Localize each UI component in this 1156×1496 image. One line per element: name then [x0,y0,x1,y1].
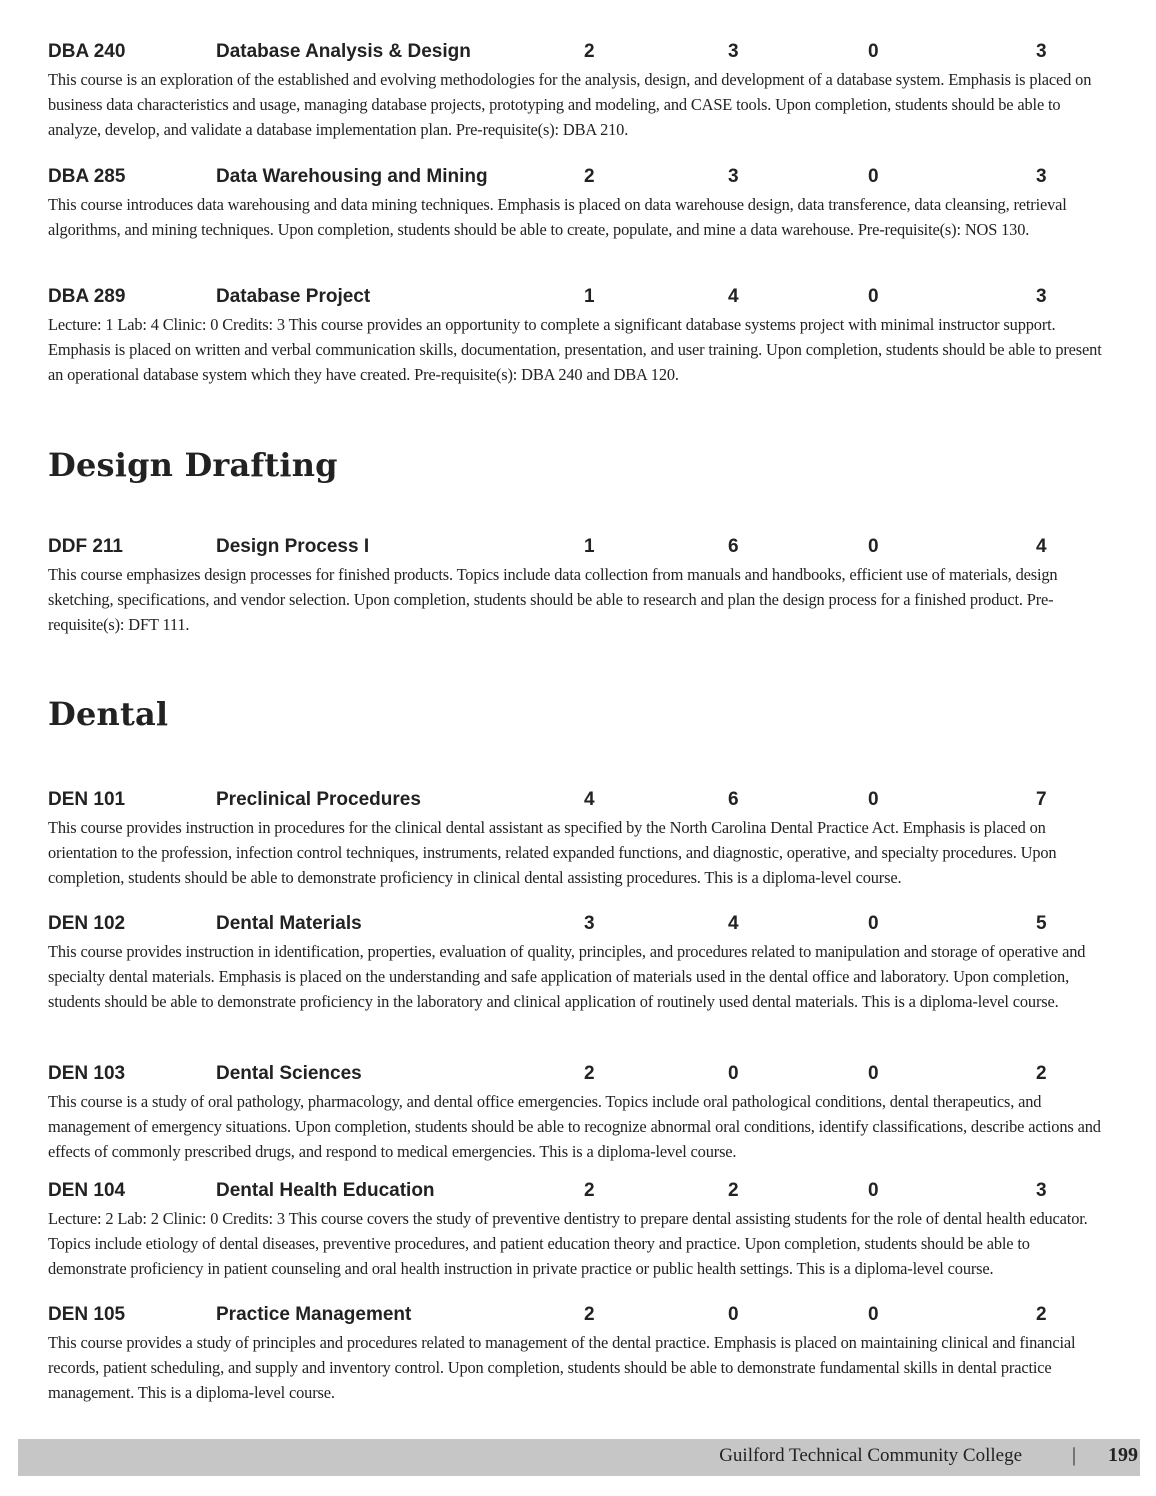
lab-hours: 6 [728,536,739,557]
course-title: Dental Sciences [216,1063,362,1084]
course-description: This course provides instruction in identification, properties, evaluation of quality, principles, and procedures related to manipulation and storage of operative and specialty dental materials. Emphasis is placed on the understanding and safe application of materials used in the dental office and laboratory. Upon completion, students should be able to demonstrate proficiency in the laboratory and clinical application of routinely used dental materials. This is a diploma-level course. [48,942,1086,1011]
footer-college-name: Guilford Technical Community College [719,1445,1022,1466]
course-entry [48,536,1108,637]
course-code: DEN 103 [48,1063,126,1084]
lecture-hours: 2 [584,1063,595,1084]
credit-hours: 2 [1036,1304,1047,1325]
section-heading-dental: Dental [48,695,169,733]
course-description: This course provides a study of principles and procedures related to management of the dental practice. Emphasis is placed on maintaining clinical and financial records, patient scheduling, and supply and inventory control. Upon completion, students should be able to demonstrate fundamental skills in dental practice management. This is a diploma-level course. [48,1333,1076,1402]
lab-hours: 0 [728,1304,739,1325]
lecture-hours: 2 [584,1304,595,1325]
lecture-hours: 3 [584,913,595,934]
lab-hours: 3 [728,41,739,62]
course-description: This course provides instruction in procedures for the clinical dental assistant as specified by the North Carolina Dental Practice Act. Emphasis is placed on orientation to the profession, infection control techniques, instruments, related expanded functions, and diagnostic, operative, and specialty procedures. Upon completion, students should be able to demonstrate proficiency in clinical dental assisting procedures. This is a diploma-level course. [48,818,1057,887]
credit-hours: 5 [1036,913,1047,934]
lecture-hours: 1 [584,536,595,557]
course-entry [48,1304,1108,1405]
course-title: Database Project [216,286,371,307]
page-number: 199 [1108,1444,1138,1466]
course-entry [48,41,1108,142]
clinic-hours: 0 [868,913,879,934]
course-code: DEN 102 [48,913,126,934]
credit-hours: 3 [1036,41,1047,62]
credit-hours: 3 [1036,286,1047,307]
footer-separator: | [1071,1444,1076,1466]
lab-hours: 2 [728,1180,739,1201]
section-heading-design-drafting: Design Drafting [48,446,338,484]
course-code: DBA 240 [48,41,126,62]
course-header [48,1063,1108,1089]
credit-hours: 2 [1036,1063,1047,1084]
course-header [48,286,1108,312]
clinic-hours: 0 [868,286,879,307]
course-header [48,789,1108,815]
lecture-hours: 1 [584,286,595,307]
course-header [48,536,1108,562]
course-title: Data Warehousing and Mining [216,166,488,187]
lecture-hours: 2 [584,41,595,62]
clinic-hours: 0 [868,1180,879,1201]
lab-hours: 0 [728,1063,739,1084]
course-description: This course introduces data warehousing and data mining techniques. Emphasis is placed on data warehouse design, data transference, data cleansing, retrieval algorithms, and mining techniques. Upon completion, students should be able to create, populate, and mine a data warehouse. Pre-requisite(s): NOS 130. [48,195,1067,239]
lab-hours: 4 [728,913,739,934]
course-description: This course is a study of oral pathology, pharmacology, and dental office emergencies. Topics include oral pathological conditions, dental therapeutics, and management of emergency situations. Upon completion, students should be able to recognize abnormal oral conditions, identify classifications, describe actions and effects of commonly prescribed drugs, and respond to medical emergencies. This is a diploma-level course. [48,1092,1101,1161]
course-header [48,1180,1108,1206]
lab-hours: 6 [728,789,739,810]
course-title: Design Process I [216,536,370,557]
clinic-hours: 0 [868,166,879,187]
clinic-hours: 0 [868,41,879,62]
course-description: Lecture: 1 Lab: 4 Clinic: 0 Credits: 3 This course provides an opportunity to complete a significant database systems project with minimal instructor support. Emphasis is placed on written and verbal communication skills, documentation, presentation, and user training. Upon completion, students should be able to present an operational database system which they have created. Pre-requisite(s): DBA 240 and DBA 120. [48,315,1102,384]
lecture-hours: 2 [584,1180,595,1201]
course-code: DEN 105 [48,1304,126,1325]
course-entry [48,166,1108,242]
page-footer [18,1439,1140,1476]
credit-hours: 4 [1036,536,1047,557]
course-code: DBA 285 [48,166,126,187]
course-title: Practice Management [216,1304,412,1325]
course-title: Preclinical Procedures [216,789,421,810]
clinic-hours: 0 [868,1063,879,1084]
lab-hours: 4 [728,286,739,307]
credit-hours: 3 [1036,1180,1047,1201]
course-description: Lecture: 2 Lab: 2 Clinic: 0 Credits: 3 This course covers the study of preventive dentistry to prepare dental assisting students for the role of dental health educator. Topics include etiology of dental diseases, preventive procedures, and patient education theory and practice. Upon completion, students should be able to demonstrate proficiency in patient counseling and oral health instruction in private practice or public health settings. This is a diploma-level course. [48,1209,1088,1278]
credit-hours: 7 [1036,789,1047,810]
course-description: This course emphasizes design processes for finished products. Topics include data collection from manuals and handbooks, efficient use of materials, design sketching, specifications, and vendor selection. Upon completion, students should be able to research and plan the design process for a finished product. Pre-requisite(s): DFT 111. [48,565,1058,634]
credit-hours: 3 [1036,166,1047,187]
course-title: Dental Health Education [216,1180,435,1201]
course-description: This course is an exploration of the established and evolving methodologies for the analysis, design, and development of a database system. Emphasis is placed on business data characteristics and usage, managing database projects, prototyping and modeling, and CASE tools. Upon completion, students should be able to analyze, develop, and validate a database implementation plan. Pre-requisite(s): DBA 210. [48,70,1092,139]
lecture-hours: 2 [584,166,595,187]
course-code: DEN 101 [48,789,126,810]
course-title: Dental Materials [216,913,362,934]
course-entry [48,286,1108,387]
clinic-hours: 0 [868,536,879,557]
course-title: Database Analysis & Design [216,41,471,62]
course-entry [48,789,1108,890]
course-header [48,41,1108,67]
course-code: DBA 289 [48,286,126,307]
course-entry [48,1063,1108,1164]
course-code: DEN 104 [48,1180,126,1201]
clinic-hours: 0 [868,789,879,810]
course-entry [48,1180,1108,1281]
course-header [48,913,1108,939]
clinic-hours: 0 [868,1304,879,1325]
course-header [48,1304,1108,1330]
course-header [48,166,1108,192]
course-code: DDF 211 [48,536,123,557]
lab-hours: 3 [728,166,739,187]
lecture-hours: 4 [584,789,595,810]
course-entry [48,913,1108,1014]
